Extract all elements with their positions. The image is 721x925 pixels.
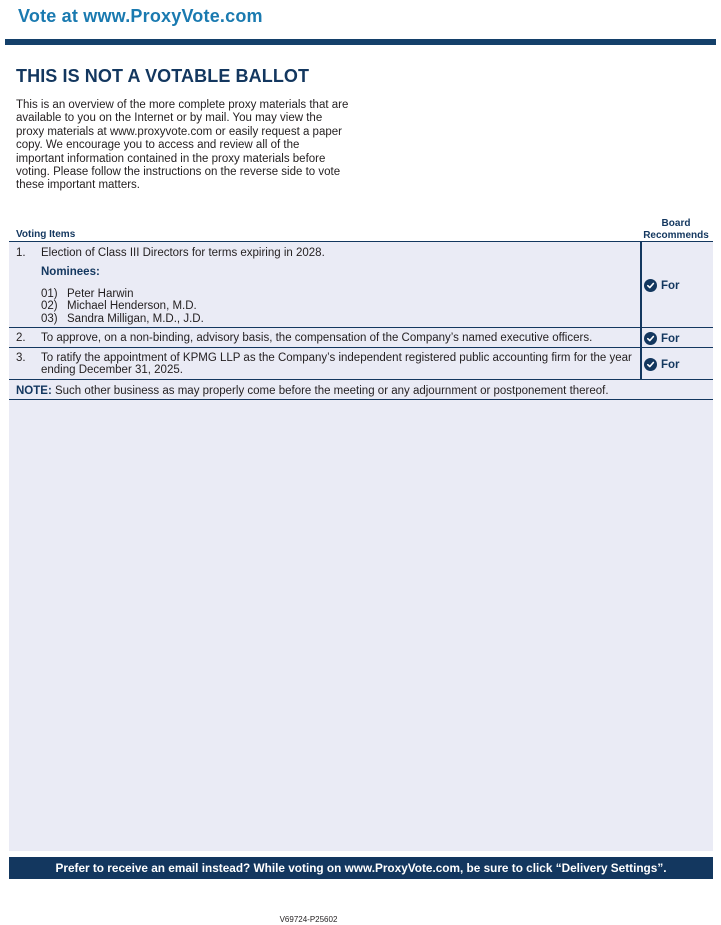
item-3-text: To ratify the appointment of KPMG LLP as the Company’s independent registered public accounting firm for the year ending December 31, 2025. [41,352,632,376]
item-2-text: To approve, on a non-binding, advisory basis, the compensation of the Company’s named executive officers. [41,332,593,344]
board-header-line2: Recommends [643,229,709,241]
board-header-line1: Board [661,218,691,229]
recommendation-column-divider [640,242,642,379]
note-label: NOTE: [16,385,52,397]
board-recommends-header [640,218,712,241]
row-divider [9,379,713,380]
recommendation-label: For [661,358,680,371]
nominees-label: Nominees: [41,266,100,278]
check-circle-icon [644,358,657,371]
voting-items-header: Voting Items [16,229,76,240]
document-code: V69724-P25602 [279,915,338,924]
nominee-name: Michael Henderson, M.D. [67,300,197,312]
item-2-number: 2. [16,332,26,344]
site-title: Vote at www.ProxyVote.com [18,6,263,26]
row-divider [9,327,713,328]
item-2-recommendation [644,332,680,345]
nominee-name: Peter Harwin [67,288,134,300]
item-1-number: 1. [16,247,26,259]
row-divider [9,399,713,400]
email-delivery-banner: Prefer to receive an email instead? While voting on www.ProxyVote.com, be sure to click “Delivery Settings”. [9,857,713,879]
ballot-heading: THIS IS NOT A VOTABLE BALLOT [16,66,310,86]
check-circle-icon [644,279,657,292]
nominee-name: Sandra Milligan, M.D., J.D. [67,313,204,325]
note [16,385,609,397]
check-circle-icon [644,332,657,345]
note-text: Such other business as may properly come before the meeting or any adjournment or postponement thereof. [54,385,609,397]
nominee-number: 03) [41,313,58,325]
row-divider [9,347,713,348]
item-3-recommendation [644,358,680,371]
nominee-item [41,313,204,325]
nominee-number: 01) [41,288,58,300]
recommendation-label: For [661,279,680,292]
recommendation-label: For [661,332,680,345]
item-1-recommendation [644,279,680,292]
item-1-text: Election of Class III Directors for terms expiring in 2028. [41,247,325,259]
nominee-item [41,288,133,300]
nominee-item [41,300,197,312]
item-3-number: 3. [16,352,26,364]
intro-paragraph: This is an overview of the more complete proxy materials that are available to you on the Internet or by mail. You may view the proxy materials at www.proxyvote.com or easily request a paper copy. We encourage you to access and review all of the important information contained in the proxy materials before voting. Please follow the instructions on the reverse side to vote these important matters. [16,99,349,192]
header-rule [5,39,716,45]
nominee-number: 02) [41,300,58,312]
